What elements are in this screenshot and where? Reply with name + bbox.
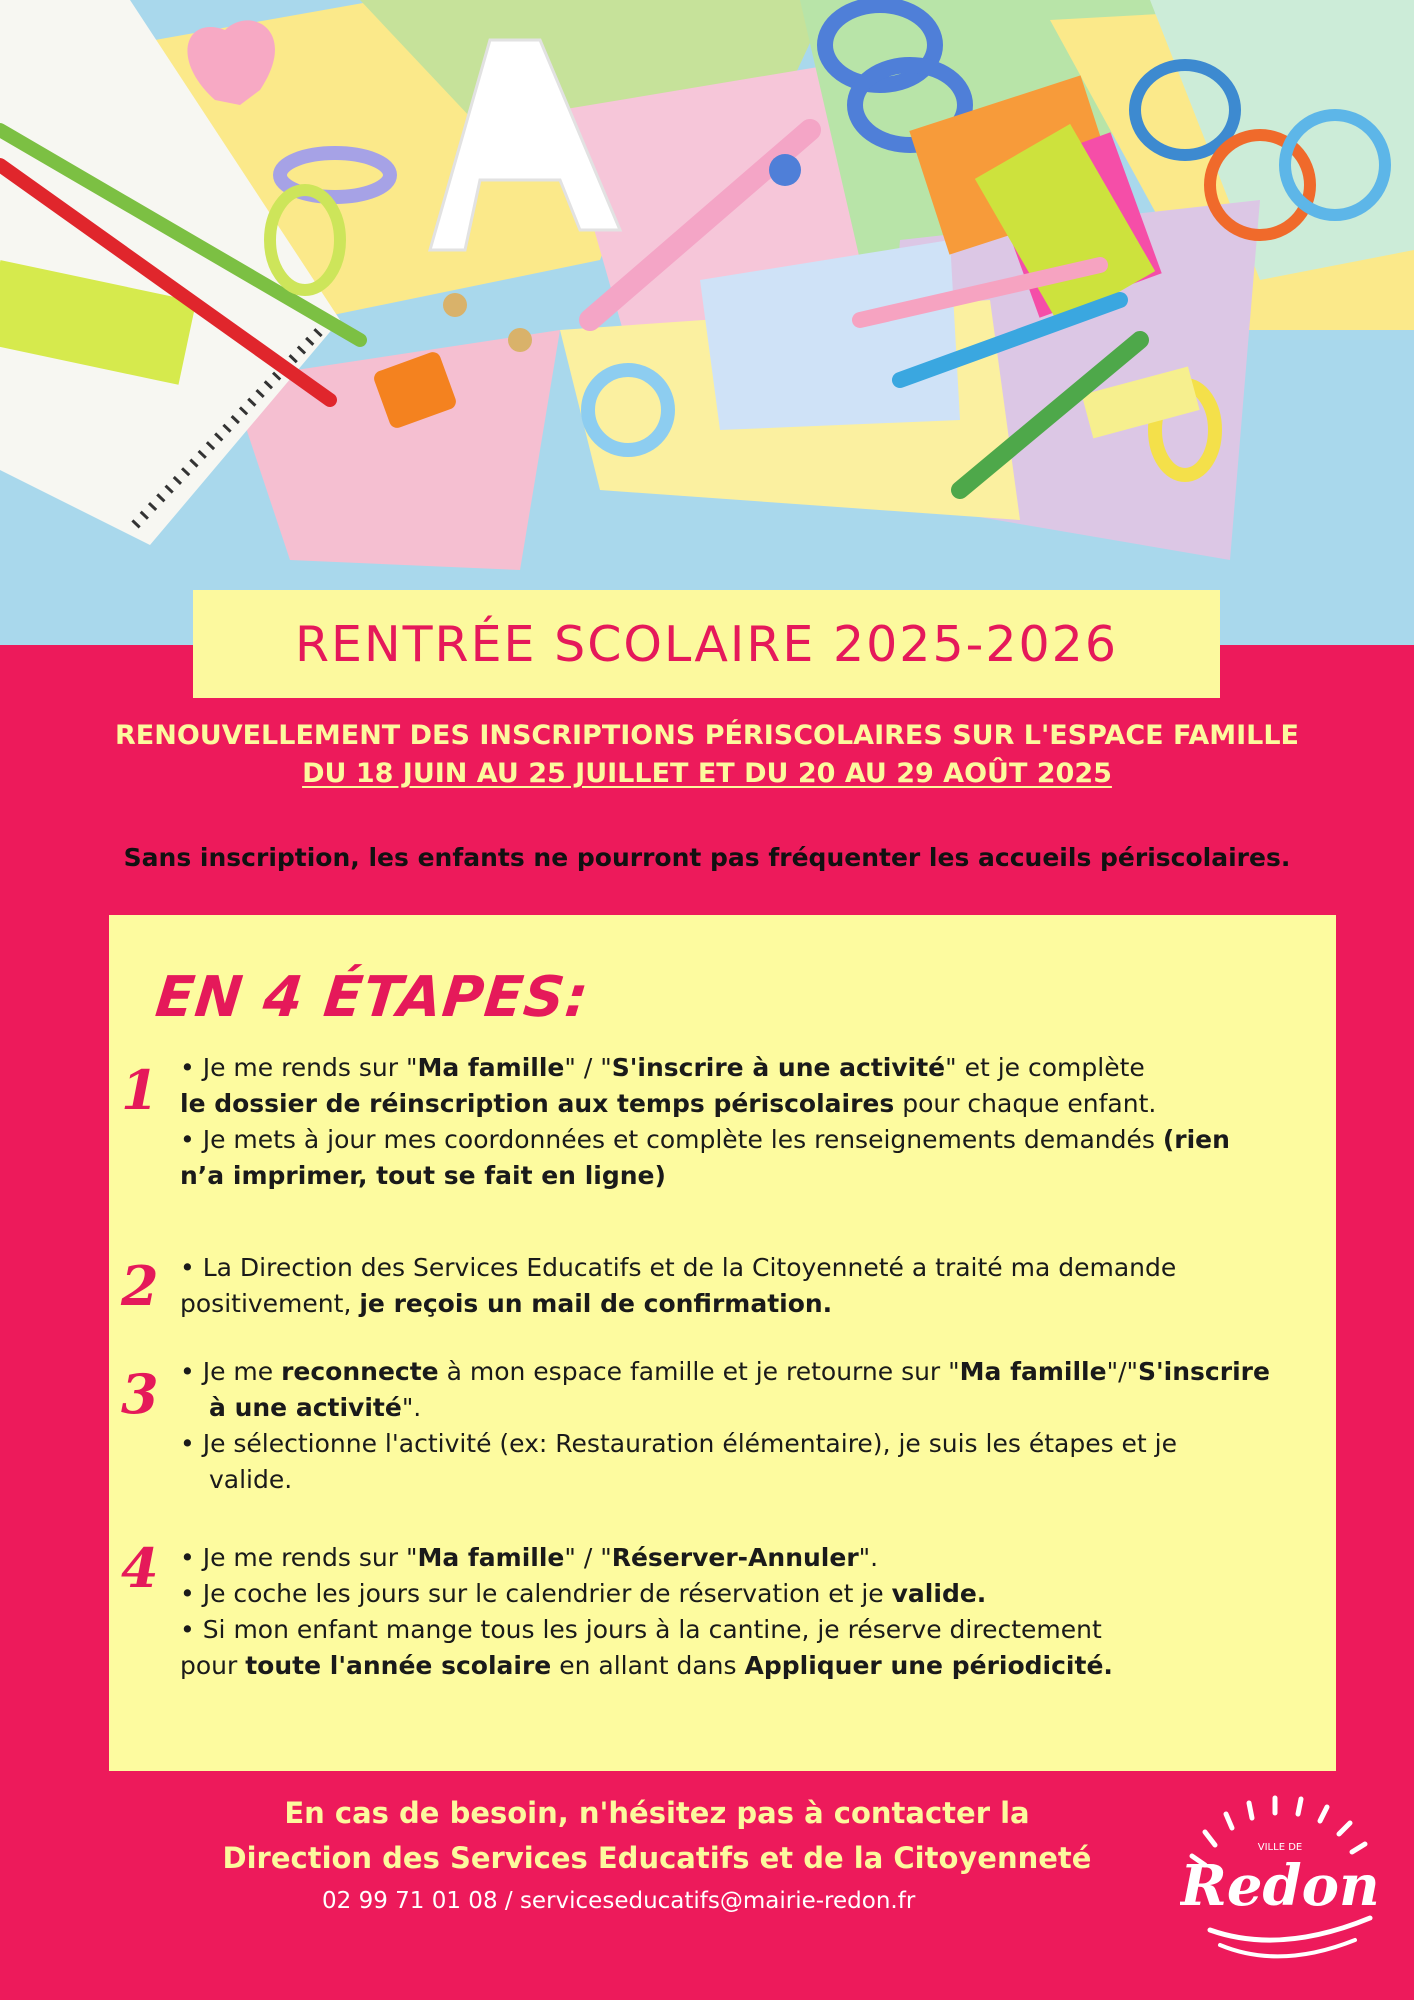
step-line: à une activité". [209,1393,422,1422]
footer-line-1: En cas de besoin, n'hésitez pas à contacter la [284,1796,1030,1830]
page-title: RENTRÉE SCOLAIRE 2025-2026 [294,615,1119,673]
step-line: positivement, je reçois un mail de confirmation. [180,1289,833,1318]
step-line: • Je me reconnecte à mon espace famille et je retourne sur "Ma famille"/"S'inscrire [180,1357,1270,1386]
step-line: • Je sélectionne l'activité (ex: Restauration élémentaire), je suis les étapes et je [180,1429,1177,1458]
step-line: • Je coche les jours sur le calendrier de réservation et je valide. [180,1579,987,1608]
steps-box [109,915,1336,1771]
step-line: le dossier de réinscription aux temps périscolaires pour chaque enfant. [180,1089,1157,1118]
school-supplies-illustration [0,0,1414,645]
step-number: 4 [121,1536,159,1600]
step-line: pour toute l'année scolaire en allant dans Appliquer une périodicité. [180,1651,1113,1680]
logo-name: Redon [1180,1853,1380,1919]
steps-heading: EN 4 ÉTAPES: [152,965,592,1030]
step-text [180,1050,1320,1194]
step-line: • Je mets à jour mes coordonnées et complète les renseignements demandés (rien [180,1125,1230,1154]
step-line: valide. [209,1465,293,1494]
step-text [180,1540,1320,1684]
school-supplies-photo [0,0,1414,645]
warning-text: Sans inscription, les enfants ne pourront pas fréquenter les accueils périscolaires. [123,843,1291,872]
step-number: 3 [121,1362,159,1426]
step-line: • Si mon enfant mange tous les jours à la cantine, je réserve directement [180,1615,1102,1644]
subtitle-dates: DU 18 JUIN AU 25 JUILLET ET DU 20 AU 29 AOÛT 2025 [302,758,1112,789]
logo-small-text: VILLE DE [1257,1842,1303,1853]
step-line: • Je me rends sur "Ma famille" / "Réserver-Annuler". [180,1543,879,1572]
redon-logo-mark [1180,1790,1400,1980]
step-text [180,1354,1320,1498]
subtitle-line-1: RENOUVELLEMENT DES INSCRIPTIONS PÉRISCOLAIRES SUR L'ESPACE FAMILLE [114,720,1300,751]
step-number: 2 [121,1254,159,1318]
step-line: • La Direction des Services Educatifs et de la Citoyenneté a traité ma demande [180,1253,1177,1282]
step-line: n’a imprimer, tout se fait en ligne) [180,1161,666,1190]
footer-line-2: Direction des Services Educatifs et de la Citoyenneté [222,1841,1092,1875]
redon-logo [1180,1790,1400,1980]
title-band [193,590,1220,698]
step-text [180,1250,1320,1322]
step-number: 1 [121,1058,159,1122]
contact-info: 02 99 71 01 08 / serviceseducatifs@mairie-redon.fr [322,1888,916,1914]
step-line: • Je me rends sur "Ma famille" / "S'inscrire à une activité" et je complète [180,1053,1145,1082]
